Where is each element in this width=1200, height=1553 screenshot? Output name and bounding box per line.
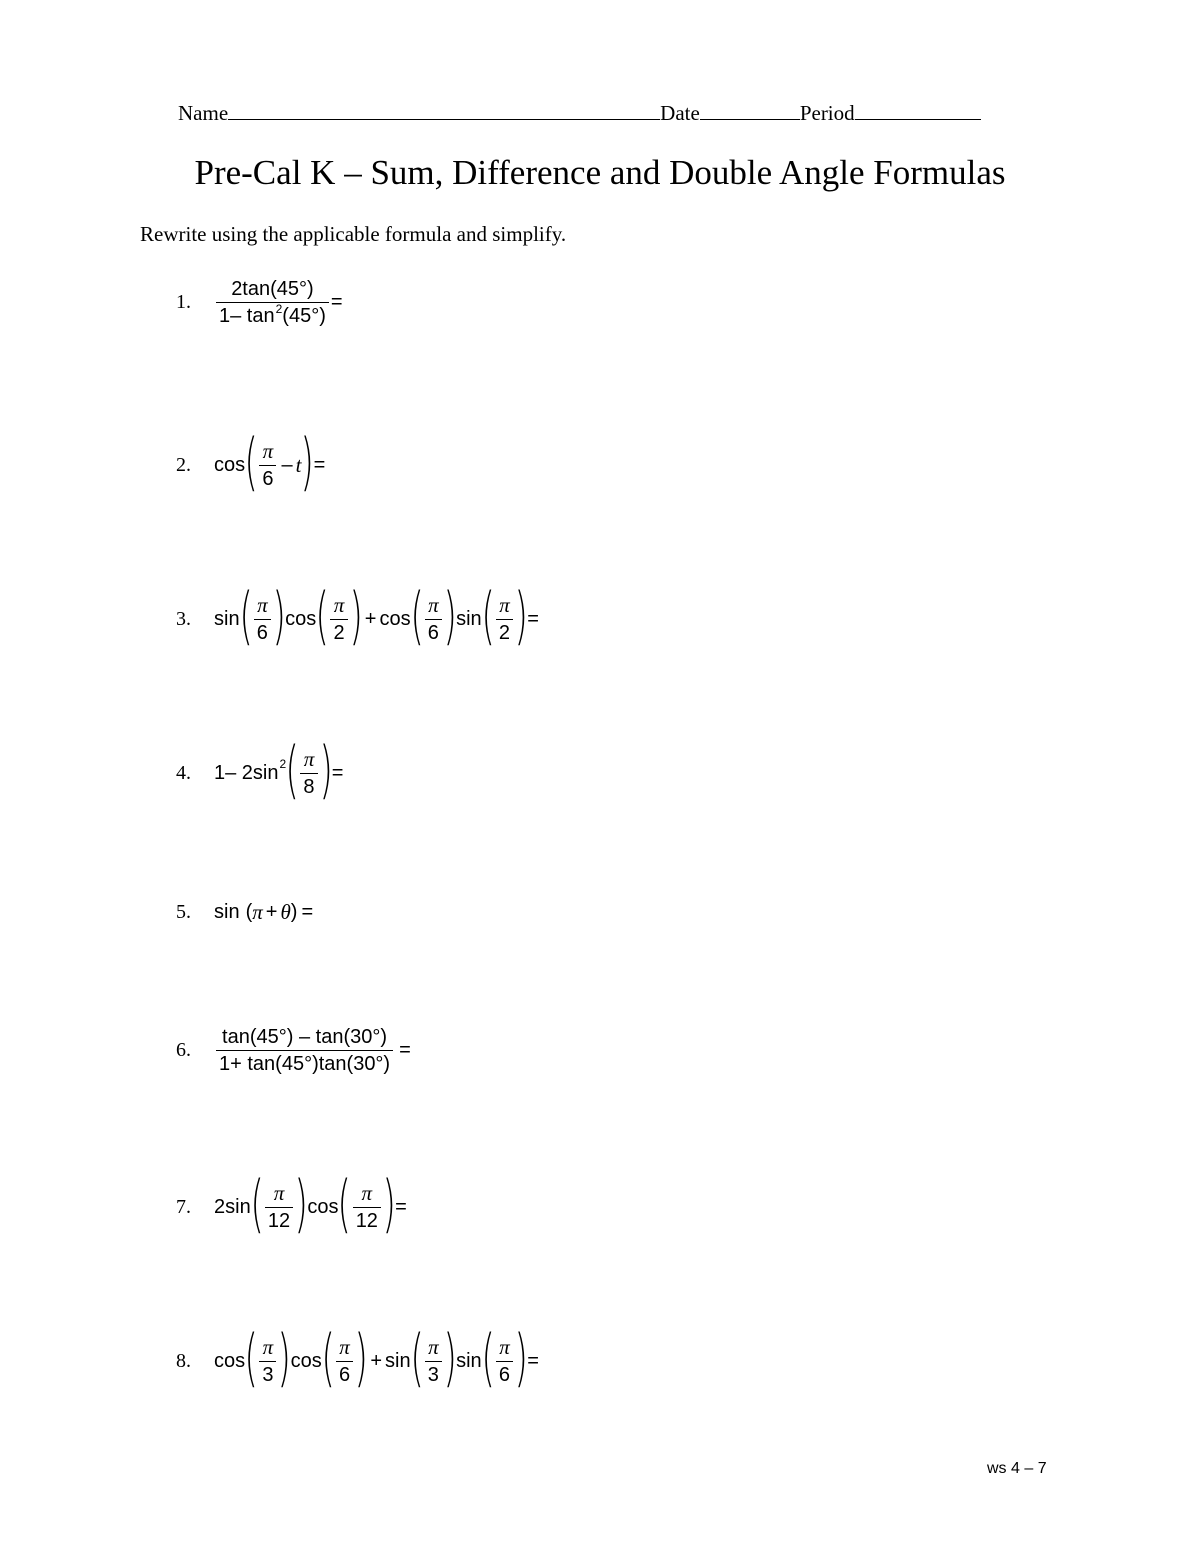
problem-number: 2. (176, 453, 191, 476)
problem-expression (214, 278, 343, 327)
paren-open: ( (245, 901, 253, 923)
period-label: Period (799, 101, 855, 125)
period-blank (855, 100, 981, 120)
fn-sin: sin (456, 1349, 482, 1372)
problem-1 (176, 278, 343, 327)
numerator: π (361, 1180, 373, 1205)
problem-expression (214, 900, 313, 925)
equals-sign: = (527, 607, 539, 630)
fn-sin: sin (385, 1349, 411, 1372)
problem-expression (214, 1167, 407, 1240)
pi-symbol: π (252, 900, 263, 924)
problem-4 (176, 733, 344, 806)
date-label: Date (660, 101, 700, 125)
problem-expression (214, 425, 326, 498)
fraction (216, 278, 329, 327)
paren-close: ) (277, 1321, 292, 1394)
problem-expression (214, 1026, 411, 1075)
denominator: 12 (353, 1207, 381, 1232)
numerator: tan(45°) – tan(30°) (222, 1026, 388, 1048)
fraction (425, 594, 442, 644)
paren-open: ( (337, 1167, 352, 1240)
fn-cos: cos (290, 1349, 322, 1372)
denominator: 6 (254, 619, 271, 644)
paren-open: ( (250, 1167, 264, 1240)
variable-t: t (295, 452, 302, 477)
numerator: π (499, 1334, 510, 1359)
problem-2 (176, 425, 326, 498)
paren-open: ( (315, 579, 329, 652)
paren-close: ) (514, 1321, 528, 1394)
paren-close: ) (382, 1167, 396, 1240)
denominator: 3 (425, 1361, 442, 1386)
paren-close: ) (443, 579, 457, 652)
numerator: π (262, 438, 274, 463)
denominator: 6 (496, 1361, 513, 1386)
instructions: Rewrite using the applicable formula and simplify. (140, 222, 567, 246)
paren-open: ( (239, 579, 253, 652)
numerator: 2tan(45°) (231, 278, 314, 300)
problem-number: 7. (176, 1195, 191, 1218)
denominator: 12 (265, 1207, 293, 1232)
paren-close: ) (300, 425, 315, 498)
problem-expression (214, 733, 344, 806)
fraction (330, 594, 347, 644)
theta-symbol: θ (280, 900, 291, 924)
exponent: 2 (279, 757, 287, 771)
paren-close: ) (290, 901, 298, 923)
fn-cos: cos (379, 607, 411, 630)
fraction (216, 1026, 393, 1075)
numerator: π (303, 746, 315, 771)
numerator: π (257, 592, 268, 617)
equals-sign: = (301, 901, 314, 923)
name-blank (228, 100, 660, 120)
fn-cos: cos (214, 453, 246, 476)
paren-close: ) (443, 1321, 457, 1394)
numerator: π (333, 592, 345, 617)
fn-sin: sin (214, 607, 240, 630)
equals-sign: = (395, 1195, 407, 1218)
fn-cos: cos (307, 1195, 339, 1218)
problem-5 (176, 900, 313, 925)
denominator: 1+ tan(45°)tan(30°) (216, 1050, 393, 1075)
problem-number: 8. (176, 1349, 191, 1372)
fn-sin: sin (214, 901, 240, 923)
problem-8 (176, 1321, 539, 1394)
problem-3 (176, 579, 539, 652)
problem-number: 6. (176, 1039, 191, 1061)
paren-open: ( (481, 1321, 495, 1394)
numerator: π (428, 1334, 439, 1359)
fraction (336, 1336, 353, 1386)
paren-close: ) (318, 733, 333, 806)
denominator: 6 (425, 619, 442, 644)
equals-sign: = (331, 761, 344, 784)
name-label: Name (178, 101, 229, 125)
text: 1– 2sin (214, 761, 279, 784)
problem-number: 1. (176, 291, 191, 313)
fraction (300, 748, 317, 798)
denominator: 8 (300, 773, 317, 798)
numerator: π (339, 1334, 350, 1359)
fraction (496, 594, 513, 644)
equals-sign: = (330, 291, 343, 313)
paren-open: ( (244, 1321, 258, 1394)
problem-7 (176, 1167, 407, 1240)
equals-sign: = (527, 1349, 539, 1372)
denominator: 6 (259, 465, 276, 490)
fraction (259, 1336, 276, 1386)
text: (45°) (282, 305, 326, 327)
fraction (496, 1336, 513, 1386)
problem-expression (214, 1321, 539, 1394)
page-title: Pre-Cal K – Sum, Difference and Double Angle Formulas (194, 153, 1006, 192)
fn-cos: cos (285, 607, 317, 630)
plus-sign: + (265, 901, 278, 923)
paren-close: ) (294, 1167, 308, 1240)
problem-6 (176, 1026, 411, 1075)
plus-sign: + (370, 1349, 382, 1372)
fn-sin: sin (456, 607, 482, 630)
paren-open: ( (410, 579, 424, 652)
paren-open: ( (410, 1321, 424, 1394)
equals-sign: = (399, 1039, 411, 1061)
numerator: π (428, 592, 439, 617)
exponent: 2 (275, 302, 283, 316)
date-blank (700, 100, 800, 120)
paren-open: ( (481, 579, 495, 652)
denominator: 2 (496, 619, 513, 644)
numerator: π (262, 1334, 274, 1359)
paren-close: ) (354, 1321, 368, 1394)
problem-expression (214, 579, 539, 652)
paren-close: ) (349, 579, 363, 652)
fraction (353, 1182, 381, 1232)
fraction (425, 1336, 442, 1386)
paren-close: ) (514, 579, 528, 652)
plus-sign: + (364, 607, 377, 630)
denominator: 3 (259, 1361, 276, 1386)
paren-close: ) (272, 579, 286, 652)
numerator: π (273, 1180, 285, 1205)
fraction (259, 440, 276, 490)
worksheet-code: ws 4 – 7 (987, 1460, 1047, 1477)
numerator: π (499, 592, 510, 617)
text: 1– tan (219, 305, 275, 327)
paren-open: ( (321, 1321, 335, 1394)
paren-open: ( (244, 425, 258, 498)
equals-sign: = (313, 453, 326, 476)
denominator (216, 302, 329, 327)
paren-open: ( (285, 733, 299, 806)
header-line (178, 100, 981, 126)
problem-number: 5. (176, 901, 191, 923)
minus-sign: – (281, 453, 293, 476)
fraction (265, 1182, 293, 1232)
problem-number: 3. (176, 607, 191, 630)
fraction (254, 594, 271, 644)
problem-number: 4. (176, 761, 191, 784)
denominator: 2 (330, 619, 347, 644)
denominator: 6 (336, 1361, 353, 1386)
text: 2sin (214, 1195, 251, 1218)
fn-cos: cos (214, 1349, 246, 1372)
